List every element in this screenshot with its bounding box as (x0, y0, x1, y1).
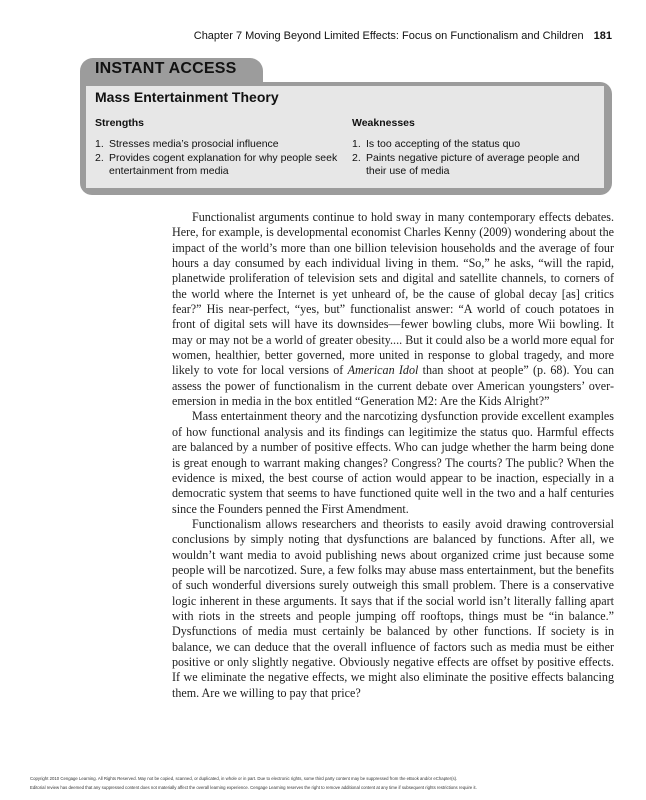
page-number: 181 (593, 30, 612, 42)
theory-title: Mass Entertainment Theory (95, 89, 279, 105)
strengths-heading: Strengths (95, 117, 145, 129)
weaknesses-heading: Weaknesses (352, 117, 415, 129)
strength-item (95, 152, 343, 179)
paragraph-3: Functionalism allows researchers and theorists to easily avoid drawing controversial conclusions by simply noting that dysfunctions are balanced by functions. After all, we wouldn’t want media to avoid publishing news about organized crime just because some people will be narcotized. Sure, a few folks may abuse mass entertainment, but the benefits of such wonderful diversions surely outweigh this small problem. There is a conservative logic inherent in these arguments. It says that if the social world isn’t literally falling apart with riots in the streets and people jumping off rooftops, things must be “in balance.” Dysfunctions of media must certainly be balanced by other functions. If society is in balance, we can deduce that the overall influence of factors such as media must be either positive or only slightly negative. Obviously negative effects are offset by positive effects. If we eliminate the negative effects, we might also eliminate the positive effects balancing them. Are we willing to pay that price? (172, 516, 614, 700)
running-head (194, 30, 612, 42)
p1-text-b: than shoot at people” (p. 68). You can assess the power of functionalism in the current debate over American youngsters’ over-emersion in media in the box entitled “Generation M2: Are the Kids Alright?” (172, 363, 614, 409)
item-number: 2. (352, 151, 361, 164)
instant-access-tab (80, 58, 263, 84)
p1-italic-title: American Idol (347, 363, 419, 378)
instant-access-label: INSTANT ACCESS (95, 60, 237, 77)
footer-line-1: Copyright 2010 Cengage Learning. All Rights Reserved. May not be copied, scanned, or duplicated, in whole or in part. Due to electronic rights, some third party content may be suppressed from the eBook and/or eChapter(s). (30, 776, 458, 781)
chapter-title: Chapter 7 Moving Beyond Limited Effects: Focus on Functionalism and Children (193, 30, 584, 42)
strength-item (95, 138, 343, 152)
weakness-item (352, 138, 598, 152)
weakness-item (352, 152, 598, 179)
body-text (172, 210, 614, 701)
item-text: Stresses media’s prosocial influence (109, 138, 279, 150)
instant-access-panel (86, 86, 604, 188)
copyright-footer (30, 774, 626, 792)
item-text: Paints negative picture of average people and their use of media (366, 151, 580, 177)
item-number: 1. (95, 138, 104, 150)
item-number: 1. (352, 138, 361, 150)
weaknesses-column (352, 117, 598, 179)
item-number: 2. (95, 151, 104, 164)
strengths-column (95, 117, 343, 179)
p1-text-a: Functionalist arguments continue to hold sway in many contemporary effects debates. Here, for example, is developmental economist Charles Kenny (2009) wondering about the impact of the world’s more than one billion television households and the average of four hours a day consumed by each individual living in them. “So,” he asks, “will the rapid, planetwide proliferation of television sets and digital and satellite channels, to corners of the world where the Internet is yet unheard of, be the cause of global decay [as] critics fear?” His near-perfect, “yes, but” functionalist answer: “A world of couch potatoes in front of digital sets will have its downsides—fewer bowling clubs, more Wii bowling. It may or may not be a world of greater obesity.... But it could also be a world more equal for women, healthier, better governed, more united in response to global tragedy, and more likely to vote for local versions of (172, 210, 614, 378)
paragraph-2: Mass entertainment theory and the narcotizing dysfunction provide excellent examples of how functional analysis and its findings can legitimize the status quo. Harmful effects are balanced by a number of positive effects. Who can judge whether the harm being done is great enough to warrant making changes? Congress? The courts? The public? When the evidence is mixed, the best course of action would appear to be inaction, especially in a democratic system that seems to have functioned quite well in the two and a half centuries since the Founders penned the First Amendment. (172, 409, 614, 516)
item-text: Provides cogent explanation for why people seek entertainment from media (109, 151, 338, 177)
item-text: Is too accepting of the status quo (366, 138, 521, 150)
footer-line-2: Editorial review has deemed that any suppressed content does not materially affect the overall learning experience. Cengage Learning reserves the right to remove additional content at any time if subsequent rights restrictions require it. (30, 785, 477, 790)
paragraph-1 (172, 210, 614, 409)
